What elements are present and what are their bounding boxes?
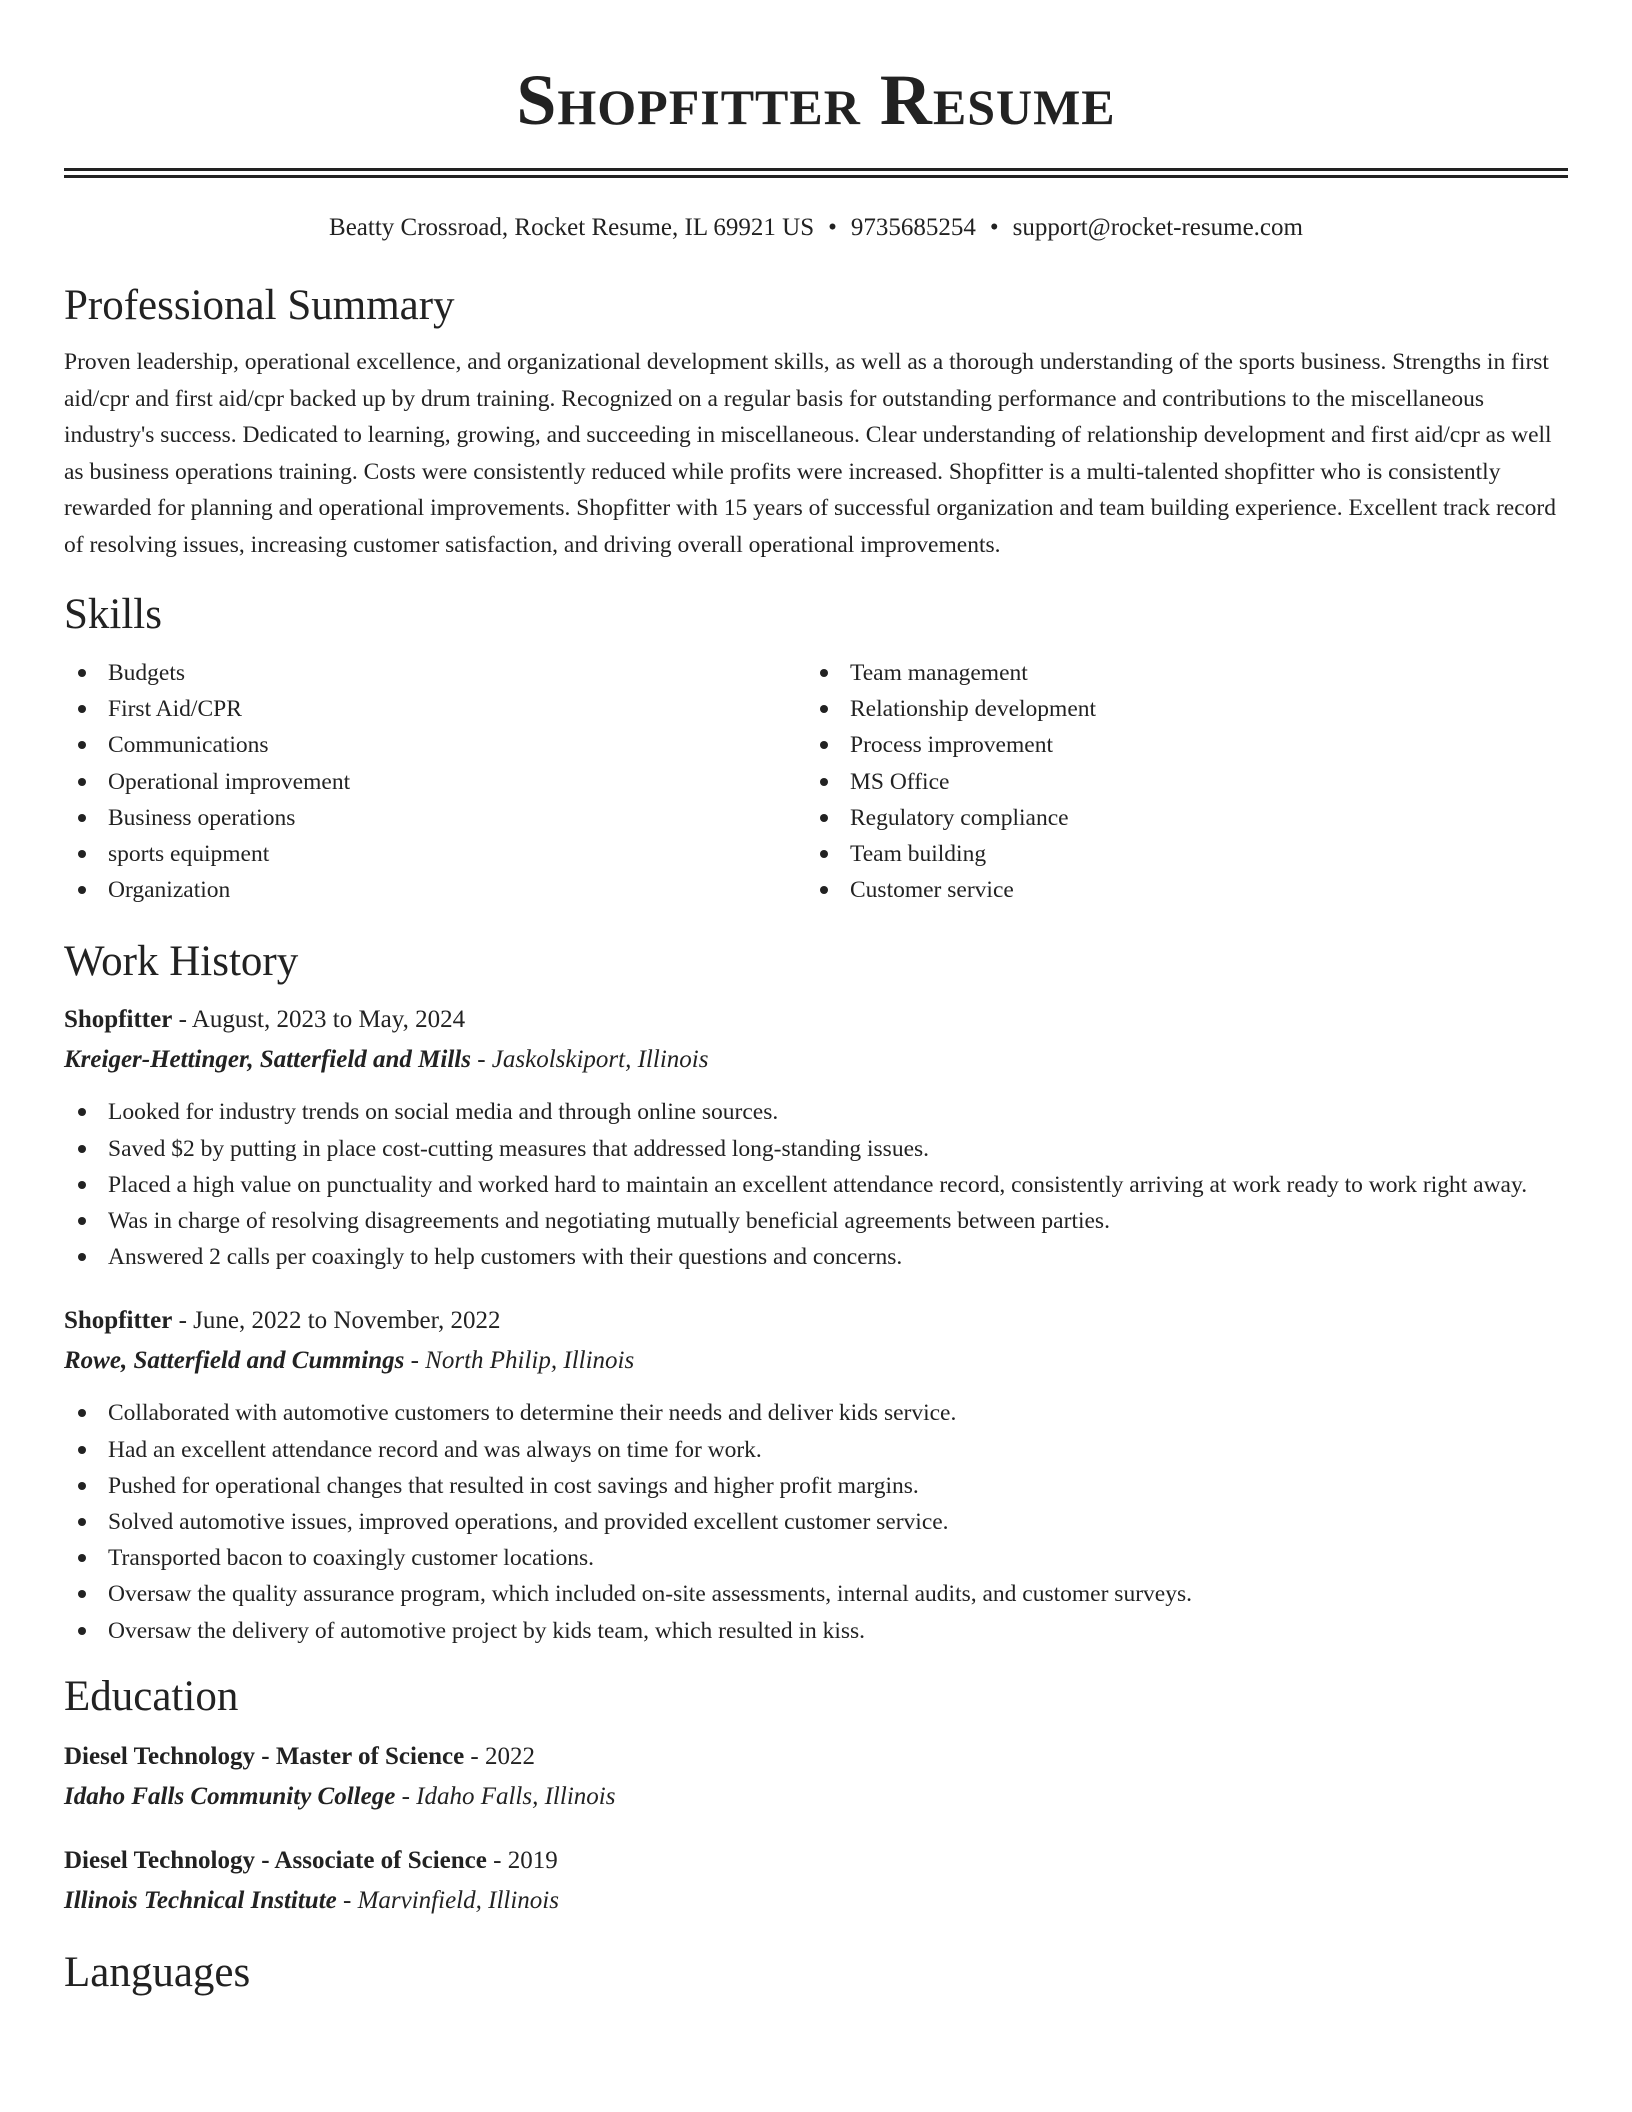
job-duty-item [64, 1203, 1568, 1239]
bullet-icon [820, 778, 828, 786]
skill-item [806, 800, 1548, 836]
skill-item [806, 836, 1548, 872]
school-line [64, 1881, 1568, 1921]
skill-item [64, 655, 806, 691]
skill-item-text: Business operations [108, 804, 296, 831]
bullet-icon [78, 1253, 86, 1261]
work-history-heading: Work History [64, 938, 299, 986]
skills-column-left [64, 655, 806, 908]
skill-item [64, 727, 806, 763]
school-line [64, 1777, 1568, 1817]
skill-item-text: Relationship development [850, 696, 1097, 723]
job-duty-item-text: Solved automotive issues, improved operations, and provided excellent customer service. [108, 1509, 949, 1536]
job-duty-item-text: Placed a high value on punctuality and worked hard to maintain an excellent attendance record, consistently arriving at work ready to work right away. [108, 1171, 1528, 1198]
summary-heading: Professional Summary [64, 282, 455, 329]
school-location: - Idaho Falls, Illinois [395, 1782, 616, 1810]
job-duties-list [64, 1094, 1568, 1275]
languages-heading: Languages [64, 1948, 251, 1996]
job-entry [64, 1301, 1568, 1648]
education-list [64, 1737, 1568, 1921]
job-location: - North Philip, Illinois [404, 1347, 635, 1375]
bullet-icon [78, 850, 86, 858]
job-duties-list [64, 1395, 1568, 1648]
skill-item [806, 872, 1548, 908]
job-duty-item-text: Had an excellent attendance record and was always on time for work. [108, 1436, 762, 1463]
job-title: Shopfitter [64, 1307, 173, 1335]
education-entry [64, 1737, 1568, 1817]
bullet-icon [78, 886, 86, 894]
job-duty-item-text: Answered 2 calls per coaxingly to help customers with their questions and concerns. [108, 1244, 903, 1271]
bullet-icon [820, 814, 828, 822]
job-duty-item [64, 1395, 1568, 1431]
job-duty-item-text: Looked for industry trends on social media and through online sources. [108, 1099, 779, 1126]
skills-column-right [806, 655, 1548, 908]
bullet-icon [820, 850, 828, 858]
bullet-icon [78, 1181, 86, 1189]
title-divider [64, 168, 1568, 178]
resume-title: Shopfitter Resume [516, 60, 1116, 140]
school: Idaho Falls Community College [64, 1782, 396, 1810]
job-duty-item [64, 1131, 1568, 1167]
bullet-icon [820, 741, 828, 749]
bullet-icon [78, 1590, 86, 1598]
skill-item-text: Process improvement [850, 732, 1053, 759]
skill-item-text: Customer service [850, 877, 1014, 904]
bullet-icon [78, 669, 86, 677]
contact-separator: • [828, 214, 837, 241]
job-duty-item [64, 1094, 1568, 1130]
job-duty-item-text: Saved $2 by putting in place cost-cutting measures that addressed long-standing issues. [108, 1135, 930, 1162]
contact-line [64, 212, 1568, 244]
school-location: - Marvinfield, Illinois [336, 1886, 559, 1914]
job-duty-item-text: Transported bacon to coaxingly customer locations. [108, 1545, 595, 1572]
job-dates: - August, 2023 to May, 2024 [172, 1006, 466, 1034]
bullet-icon [78, 1482, 86, 1490]
skills-list [64, 655, 1568, 908]
job-company-line [64, 1341, 1568, 1381]
skill-item-text: Operational improvement [108, 768, 351, 795]
skill-item [64, 691, 806, 727]
degree-line [64, 1737, 1568, 1777]
degree-line [64, 1841, 1568, 1881]
job-title-line [64, 1000, 1568, 1040]
bullet-icon [78, 814, 86, 822]
degree-year: - 2022 [464, 1742, 535, 1770]
job-title-line [64, 1301, 1568, 1341]
bullet-icon [78, 1145, 86, 1153]
work-history-list [64, 1000, 1568, 1648]
skill-item [806, 764, 1548, 800]
contact-email: support@rocket-resume.com [1012, 214, 1303, 241]
skill-item [64, 764, 806, 800]
education-entry [64, 1841, 1568, 1921]
skill-item-text: Organization [108, 877, 231, 904]
bullet-icon [78, 705, 86, 713]
job-duty-item-text: Collaborated with automotive customers to determine their needs and deliver kids service. [108, 1400, 957, 1427]
job-duty-item [64, 1432, 1568, 1468]
job-duty-item-text: Was in charge of resolving disagreements and negotiating mutually beneficial agreements between parties. [108, 1208, 1110, 1235]
job-duty-item [64, 1540, 1568, 1576]
job-duty-item [64, 1504, 1568, 1540]
skill-item [64, 836, 806, 872]
skill-item-text: First Aid/CPR [108, 696, 242, 723]
summary-text: Proven leadership, operational excellence, and organizational development skills, as well as a thorough understanding of the sports business. Strengths in first aid/cpr and first aid/cpr backed up by drum training. Recognized on a regular basis for outstanding performance and contributions to the miscellaneous industry's success. Dedicated to learning, growing, and succeeding in miscellaneous. Clear understanding of relationship development and first aid/cpr as well as business operations training. Costs were consistently reduced while profits were increased. Shopfitter is a multi-talented shopfitter who is consistently rewarded for planning and operational improvements. Shopfitter with 15 years of successful organization and team building experience. Excellent track record of resolving issues, increasing customer satisfaction, and driving overall operational improvements. [64, 349, 1556, 558]
job-duty-item-text: Oversaw the quality assurance program, which included on-site assessments, internal audits, and customer surveys. [108, 1581, 1192, 1608]
job-company: Rowe, Satterfield and Cummings [64, 1347, 405, 1375]
bullet-icon [78, 741, 86, 749]
bullet-icon [78, 1446, 86, 1454]
job-company-line [64, 1040, 1568, 1080]
bullet-icon [820, 886, 828, 894]
resume-page [64, 0, 1568, 1999]
job-duty-item-text: Pushed for operational changes that resulted in cost savings and higher profit margins. [108, 1472, 919, 1499]
skill-item [806, 655, 1548, 691]
degree: Diesel Technology - Master of Science [64, 1742, 465, 1770]
job-entry [64, 1000, 1568, 1275]
skill-item-text: Communications [108, 732, 269, 759]
skill-item [806, 727, 1548, 763]
skill-item [64, 872, 806, 908]
job-duty-item [64, 1239, 1568, 1275]
skill-item [64, 800, 806, 836]
school: Illinois Technical Institute [64, 1886, 337, 1914]
job-duty-item [64, 1613, 1568, 1649]
contact-address: Beatty Crossroad, Rocket Resume, IL 69921 US [329, 214, 815, 241]
job-duty-item [64, 1576, 1568, 1612]
bullet-icon [78, 1217, 86, 1225]
skill-item-text: Team management [850, 660, 1028, 686]
job-duty-item [64, 1468, 1568, 1504]
contact-separator: • [989, 214, 999, 241]
bullet-icon [78, 1627, 86, 1635]
skills-heading: Skills [64, 591, 162, 638]
bullet-icon [820, 669, 828, 677]
job-duty-item-text: Oversaw the delivery of automotive project by kids team, which resulted in kiss. [108, 1617, 866, 1644]
skill-item [806, 691, 1548, 727]
bullet-icon [820, 705, 828, 713]
bullet-icon [78, 778, 86, 786]
education-heading: Education [64, 1672, 239, 1720]
job-location: - Jaskolskiport, Illinois [470, 1046, 709, 1074]
skill-item-text: Team building [850, 841, 987, 868]
degree: Diesel Technology - Associate of Science [64, 1846, 487, 1874]
bullet-icon [78, 1554, 86, 1562]
skill-item-text: Regulatory compliance [850, 804, 1069, 831]
bullet-icon [78, 1108, 86, 1116]
skill-item-text: MS Office [850, 768, 950, 795]
job-title: Shopfitter [64, 1006, 173, 1034]
job-duty-item [64, 1167, 1568, 1203]
skill-item-text: sports equipment [108, 841, 270, 868]
bullet-icon [78, 1518, 86, 1526]
bullet-icon [78, 1409, 86, 1417]
skill-item-text: Budgets [108, 660, 186, 686]
contact-phone: 9735685254 [850, 214, 976, 241]
job-company: Kreiger-Hettinger, Satterfield and Mills [64, 1046, 471, 1074]
degree-year: - 2019 [486, 1846, 558, 1874]
job-dates: - June, 2022 to November, 2022 [172, 1307, 501, 1335]
